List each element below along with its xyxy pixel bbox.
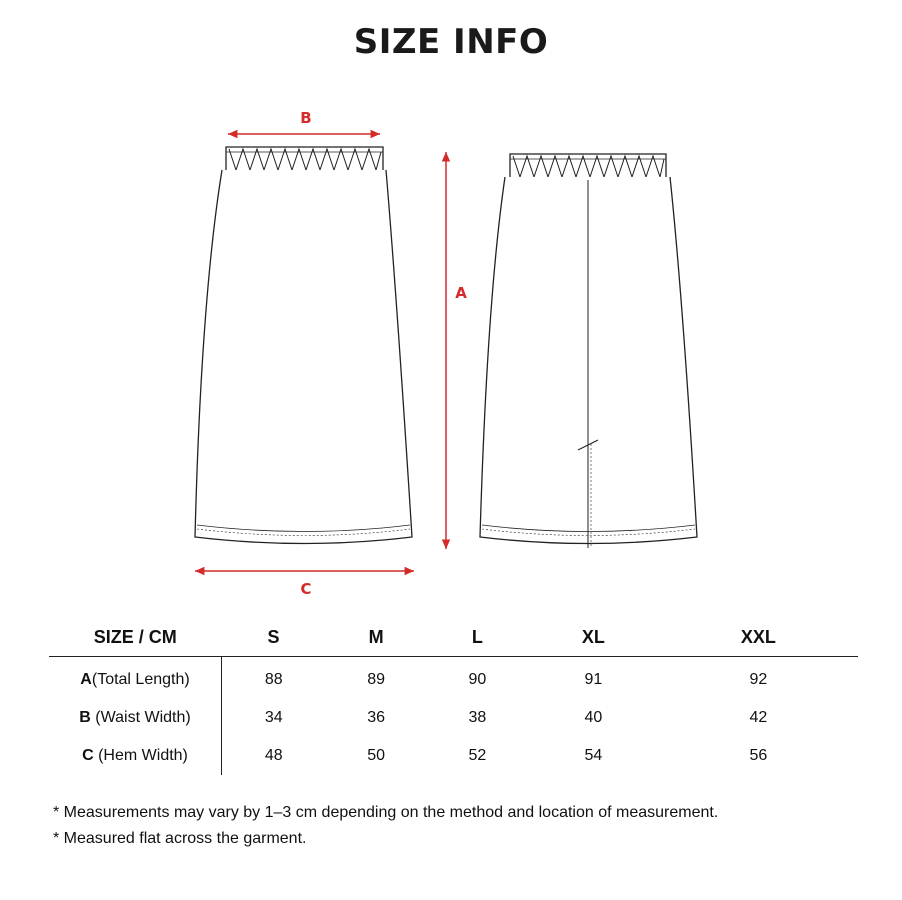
note-variance: * Measurements may vary by 1–3 cm depending on the method and location of measurement. (53, 804, 719, 821)
table-cell: 50 (367, 747, 386, 764)
size-column-xxl: XXL (659, 618, 858, 657)
skirt-back-illustration (480, 154, 697, 548)
row-label-hem-width: C (Hem Width) (49, 737, 222, 775)
size-column-xl: XL (528, 618, 659, 657)
note-flat: * Measured flat across the garment. (53, 830, 307, 847)
size-column-m: M (326, 618, 427, 657)
table-cell: 34 (264, 709, 283, 726)
table-cell: 56 (749, 747, 768, 764)
table-cell: 52 (468, 747, 487, 764)
table-cell: 92 (749, 671, 768, 688)
size-column-s: S (222, 618, 326, 657)
table-cell: 88 (264, 671, 283, 688)
skirt-front-illustration (195, 147, 412, 544)
table-cell: 42 (749, 709, 768, 726)
size-column-l: L (427, 618, 528, 657)
page-title: SIZE INFO (353, 22, 549, 62)
dimension-b-label: B (300, 109, 312, 127)
dimension-b-arrow (228, 109, 380, 134)
size-header-label: SIZE / CM (49, 618, 222, 657)
table-row (49, 657, 858, 700)
size-table (49, 618, 858, 775)
row-label-total-length: A(Total Length) (49, 657, 222, 700)
size-header-row (49, 618, 858, 657)
table-cell: 40 (584, 709, 603, 726)
table-cell: 89 (367, 671, 386, 688)
table-cell: 36 (367, 709, 386, 726)
row-label-waist-width: B (Waist Width) (49, 699, 222, 737)
table-row (49, 737, 858, 775)
table-cell: 91 (584, 671, 603, 688)
table-cell: 38 (468, 709, 487, 726)
measurement-notes (53, 800, 718, 852)
table-cell: 54 (584, 747, 603, 764)
table-cell: 90 (468, 671, 487, 688)
dimension-c-arrow (195, 571, 414, 598)
table-row (49, 699, 858, 737)
dimension-a-arrow (446, 152, 467, 549)
table-cell: 48 (264, 747, 283, 764)
dimension-a-label: A (455, 284, 467, 302)
dimension-c-label: C (300, 580, 312, 598)
